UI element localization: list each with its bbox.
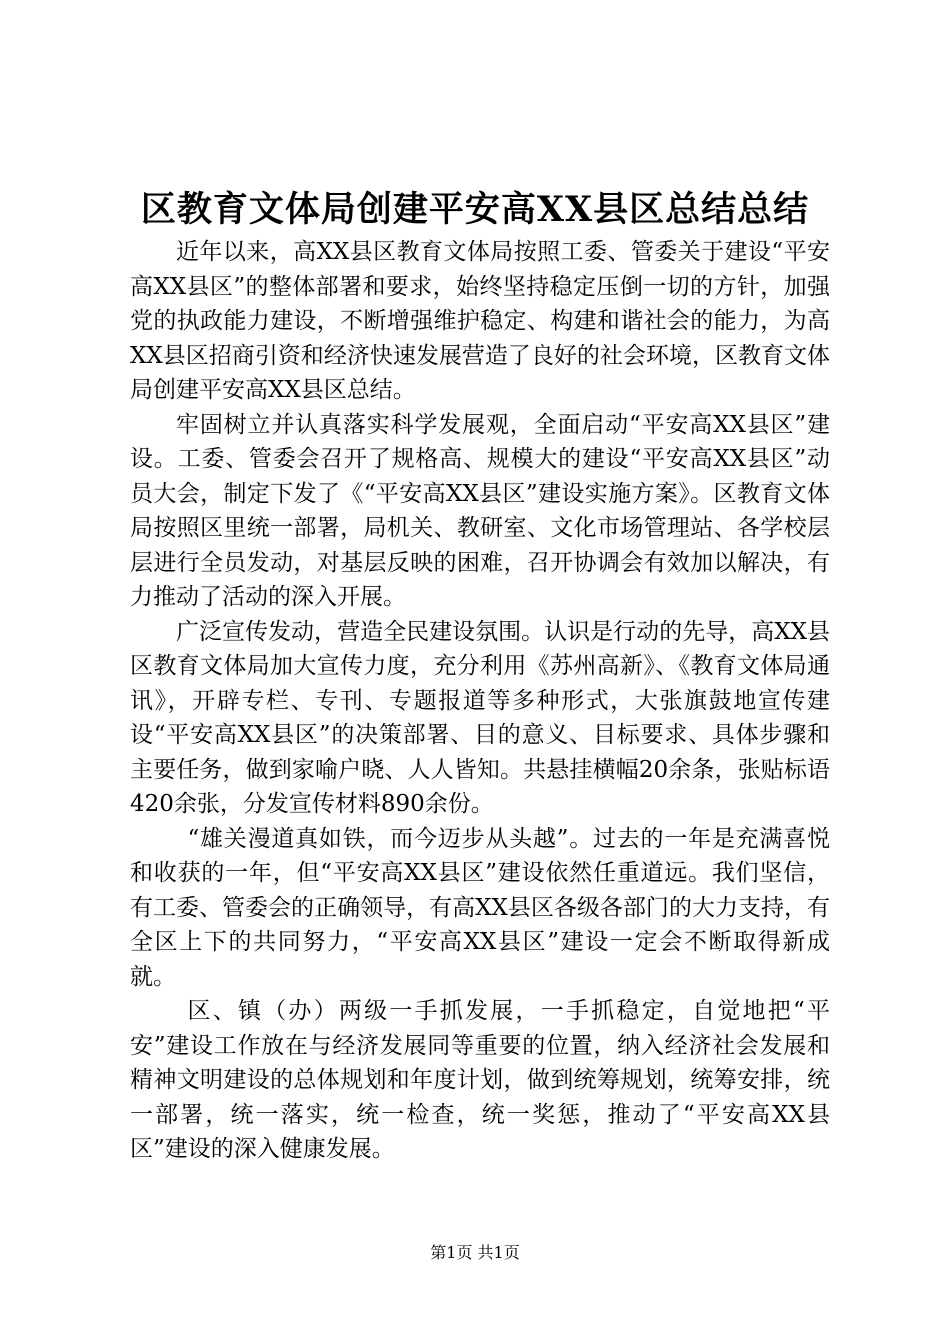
paragraph-intro: 近年以来，高XX县区教育文体局按照工委、管委关于建设“平安高XX县区”的整体部署和要求，始终坚持稳定压倒一切的方针，加强党的执政能力建设，不断增强维护稳定、构建和谐社会的能力，为高XX县区招商引资和经济快速发展营造了良好的社会环境，区教育文体局创建平安高XX县区总结。 xyxy=(130,239,830,403)
paragraph-stability: 区、镇（办）两级一手抓发展，一手抓稳定，自觉地把“平安”建设工作放在与经济发展同等重要的位置，纳入经济社会发展和精神文明建设的总体规划和年度计划，做到统筹规划，统筹安排，统一部署，统一落实，统一检查，统一奖惩，推动了“平安高XX县区”建设的深入健康发展。 xyxy=(130,998,830,1162)
document-body xyxy=(130,235,830,1167)
page-number-footer: 第1页 共1页 xyxy=(430,1243,520,1262)
paragraph-scientific-development: 牢固树立并认真落实科学发展观，全面启动“平安高XX县区”建设。工委、管委会召开了规格高、规模大的建设“平安高XX县区”动员大会，制定下发了《“平安高XX县区”建设实施方案》。区教育文体局按照区里统一部署，局机关、教研室、文化市场管理站、各学校层层进行全员发动，对基层反映的困难，召开协调会有效加以解决，有力推动了活动的深入开展。 xyxy=(130,411,830,610)
paragraph-outlook: “雄关漫道真如铁，而今迈步从头越”。过去的一年是充满喜悦和收获的一年，但“平安高XX县区”建设依然任重道远。我们坚信，有工委、管委会的正确领导，有高XX县区各级各部门的大力支持，有全区上下的共同努力，“平安高XX县区”建设一定会不断取得新成就。 xyxy=(130,825,830,990)
document-title: 区教育文体局创建平安高XX县区总结总结 xyxy=(140,189,810,230)
paragraph-publicity: 广泛宣传发动，营造全民建设氛围。认识是行动的先导，高XX县区教育文体局加大宣传力度，充分利用《苏州高新》、《教育文体局通讯》，开辟专栏、专刊、专题报道等多种形式，大张旗鼓地宣传建设“平安高XX县区”的决策部署、目的意义、目标要求、具体步骤和主要任务，做到家喻户晓、人人皆知。共悬挂横幅20余条，张贴标语420余张，分发宣传材料890余份。 xyxy=(130,618,830,817)
